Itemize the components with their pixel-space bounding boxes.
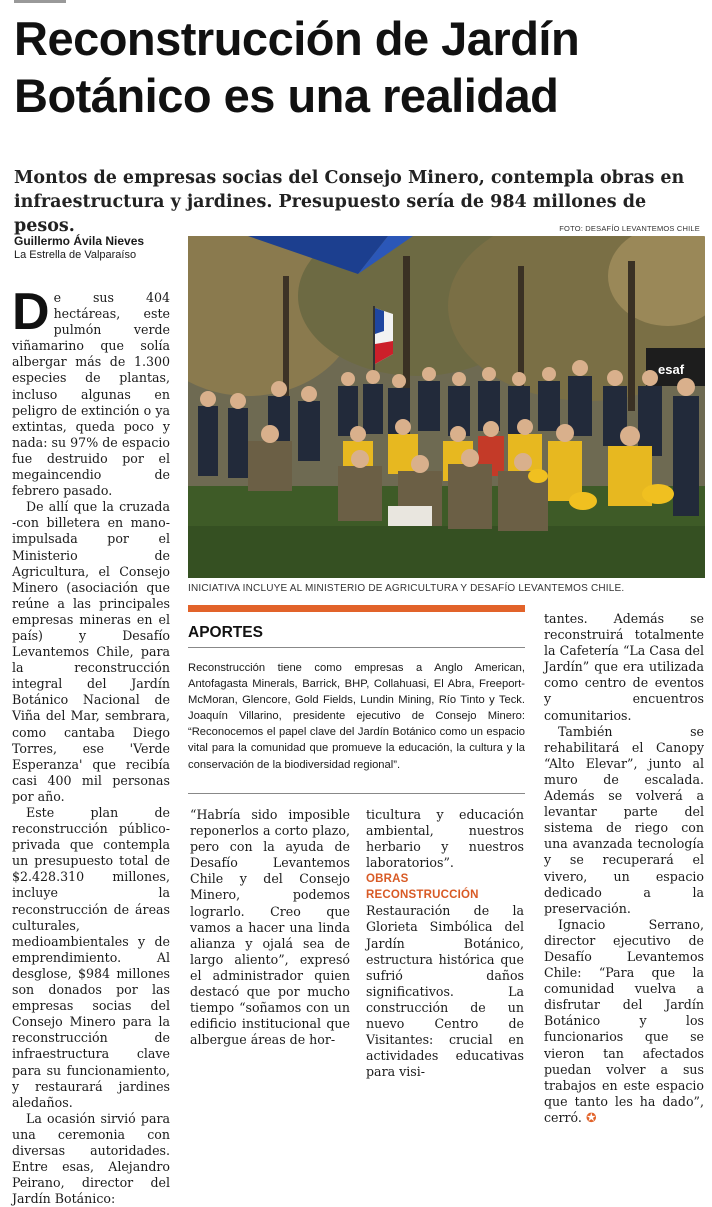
- photo-credit: FOTO: DESAFÍO LEVANTEMOS CHILE: [559, 224, 700, 233]
- subhead: Montos de empresas socias del Consejo Minero, contempla obras en infraestructura y jardines. Presupuesto sería de 984 millones de pesos.: [14, 168, 685, 236]
- drop-cap: D: [12, 283, 50, 341]
- paragraph-8: tantes. Además se reconstruirá totalmente la Cafetería “La Casa del Jardín” que era utilizada como centro de eventos y encuentros comunitarios.: [544, 611, 704, 723]
- paragraph-3: Este plan de reconstrucción público-privada que contempla un presupuesto total de $2.428.310 millones, incluye la reconstrucción de áreas culturales, medioambientales y de emprendimiento. Al desglose, $984 millones son donados por las empresas socias del Consejo Minero para la reconstrucción de infraestructura clave para su funcionamiento, y restaurará jardines aledaños.: [12, 805, 170, 1110]
- aportes-accent-rule: [188, 605, 525, 612]
- paragraph-10-text: Ignacio Serrano, director ejecutivo de Desafío Levantemos Chile: “Para que la comunidad vuelva a disfrutar del Jardín Botánico y los funcionarios que se vieron tan afectados puedan volver a sus trabajos en este espacio que tanto les ha dado”, cerró.: [544, 916, 704, 1125]
- paragraph-4: La ocasión sirvió para una ceremonia con diversas autoridades. Entre esas, Alejandro Peirano, director del Jardín Botánico:: [12, 1110, 170, 1207]
- article-column-2: [190, 807, 350, 1048]
- aportes-body: Reconstrucción tiene como empresas a Anglo American, Antofagasta Minerals, Barrick, BHP, Collahuasi, El Abra, Freeport-McMoran, Glencore, Gold Fields, Lundin Mining, Río Tinto y Teck. Joaquín Villarino, presidente ejecutivo de Consejo Minero: “Reconocemos el papel clave del Jardín Botánico como un espacio vital para la comunidad que promueve la educación, la cultura y la conservación de la biodiversidad regional”.: [188, 662, 525, 771]
- author-outlet: La Estrella de Valparaíso: [14, 249, 137, 261]
- article-column-4: [544, 611, 704, 1126]
- article-column-3: [366, 807, 524, 1080]
- aportes-title: APORTES: [188, 624, 263, 641]
- top-rule: [14, 0, 66, 3]
- group-photo-illustration: [188, 236, 705, 578]
- paragraph-intro: [12, 283, 170, 499]
- article-column-1: [12, 283, 170, 1207]
- photo-sign-text: esaf: [658, 362, 685, 377]
- paragraph-7: Restauración de la Glorieta Simbólica del Jardín Botánico, estructura histórica que sufrió daños significativos. La construcción de un nuevo Centro de Visitantes: crucial en actividades educativas para visi-: [366, 903, 524, 1080]
- paragraph-6: ticultura y educación ambiental, nuestros herbario y nuestros laboratorios”.: [366, 807, 524, 871]
- byline: [14, 234, 144, 262]
- headline: Reconstrucción de Jardín Botánico es una realidad: [14, 12, 580, 122]
- paragraph-5: “Habría sido imposible reponerlos a corto plazo, pero con la ayuda de Desafío Levantemos Chile y del Consejo Minero, podemos lograrlo. Creo que vamos a hacer una linda alianza y ojalá sea de largo aliento”, expresó el administrador quien destacó que por mucho tiempo “soñamos con un edificio institucional que albergue áreas de hor-: [190, 807, 350, 1048]
- group-photo: [188, 236, 705, 578]
- paragraph-10: [544, 917, 704, 1126]
- paragraph-2: De allí que la cruzada -con billetera en mano- impulsada por el Ministerio de Agricultura, el Consejo Minero (asociación que reúne a las principales empresas mineras en el país) y Desafío Levantemos Chile, para la reconstrucción integral del Jardín Botánico Nacional de Viña del Mar, sembrara, como cantaba Diego Torres, ese 'Verde Esperanza' que recibía casi 400 mil personas por año.: [12, 499, 170, 804]
- photo-caption: INICIATIVA INCLUYE AL MINISTERIO DE AGRICULTURA Y DESAFÍO LEVANTEMOS CHILE.: [188, 583, 625, 594]
- aportes-divider-bottom: [188, 793, 525, 794]
- aportes-divider-top: [188, 647, 525, 648]
- paragraph-9: También se rehabilitará el Canopy “Alto Elevar”, junto al muro de escalada. Además se volverá a levantar parte del sistema de riego con una avanzada tecnología y se recuperará el vivero, un espacio dedicado a la preservación.: [544, 723, 704, 916]
- paragraph-intro-text: e sus 404 hectáreas, este pulmón verde viñamarino que solía albergar más de 1.300 especies de plantas, incluso algunas en peligro de extinción o ya extintas, queda poco y nada: su 97% de espacio fue destruido por el megaincendio de febrero pasado.: [12, 290, 170, 499]
- obras-subtitle: OBRAS RECONSTRUCCIÓN: [366, 873, 479, 902]
- end-mark-icon: ✪: [585, 1109, 597, 1125]
- author-name: Guillermo Ávila Nieves: [14, 234, 145, 248]
